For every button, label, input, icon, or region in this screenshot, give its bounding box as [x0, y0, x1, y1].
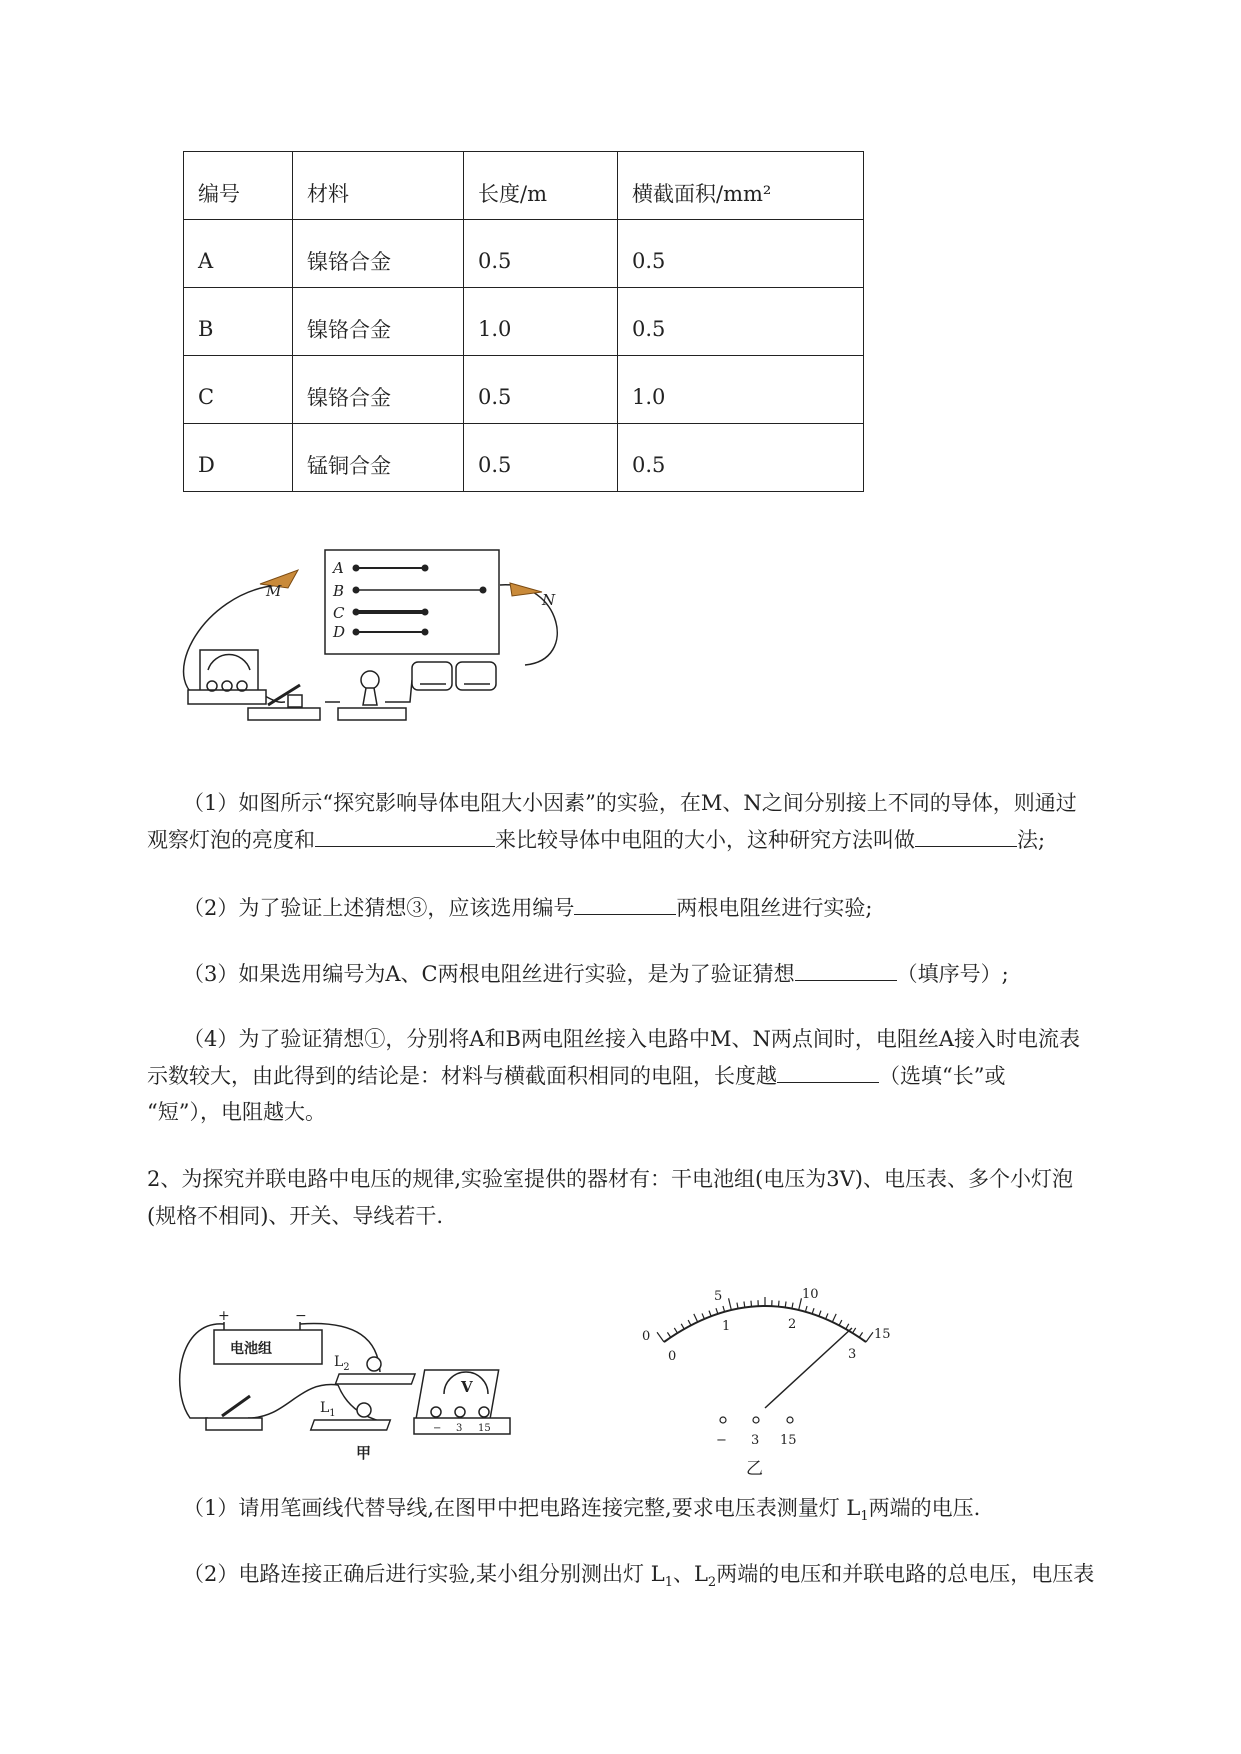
label-l1: $L_1$ — [320, 1400, 336, 1419]
answer-blank[interactable] — [574, 890, 676, 915]
voltmeter-dial-figure — [630, 1278, 910, 1478]
label-a: A — [333, 559, 344, 577]
minus-terminal: − — [295, 1308, 307, 1324]
cell-length: 1.0 — [464, 288, 618, 356]
q2-intro-line-2: (规格不相同)、开关、导线若干. — [147, 1204, 444, 1228]
dial-arc — [664, 1306, 866, 1342]
label-c: C — [333, 604, 345, 622]
cell-length: 0.5 — [464, 424, 618, 492]
terminal-15: 15 — [780, 1433, 797, 1448]
terminal-minus: − — [433, 1423, 442, 1434]
dial-tick — [812, 1308, 814, 1314]
label-b: B — [333, 582, 345, 600]
dial-tick — [688, 1320, 691, 1325]
answer-blank[interactable] — [795, 956, 897, 981]
plus-terminal: + — [218, 1308, 230, 1324]
q1-line-4: （3）如果选用编号为A、C两根电阻丝进行实验，是为了验证猜想 （填序号）; — [183, 956, 1163, 992]
dial-tick — [674, 1328, 677, 1333]
battery-cell — [412, 662, 452, 690]
cell-material: 锰铜合金 — [293, 424, 464, 492]
dial-tick — [751, 1301, 752, 1307]
q1-line-7: “短”），电阻越大。 — [147, 1100, 326, 1124]
parallel-circuit-figure — [178, 1300, 558, 1460]
table-row — [184, 220, 864, 288]
inner-tick-3: 3 — [848, 1347, 857, 1362]
dial-tick — [839, 1320, 842, 1325]
lamp-l1 — [311, 1420, 391, 1430]
cell-id: A — [184, 220, 293, 288]
dial-tick — [709, 1311, 711, 1317]
wire-board — [325, 550, 499, 654]
dial-tick — [859, 1332, 862, 1337]
inner-tick-2: 2 — [788, 1317, 797, 1332]
inner-tick-0: 0 — [668, 1349, 677, 1364]
terminal-15: 15 — [478, 1423, 491, 1434]
voltmeter — [416, 1370, 499, 1420]
dial-tick — [694, 1314, 698, 1322]
cell-area: 0.5 — [618, 288, 864, 356]
answer-blank[interactable] — [915, 822, 1017, 847]
dial-tick — [826, 1313, 828, 1319]
q1-line-3: （2）为了验证上述猜想③，应该选用编号 两根电阻丝进行实验; — [183, 890, 1163, 926]
label-n: N — [542, 591, 556, 609]
conductor-spec-table — [183, 151, 864, 492]
cell-id: B — [184, 288, 293, 356]
q1-line-6: 示数较大，由此得到的结论是：材料与横截面积相同的电阻，长度越 （选填“长”或 — [147, 1058, 1167, 1094]
dial-needle — [765, 1328, 852, 1408]
resistance-circuit-figure — [170, 540, 590, 750]
lamp — [338, 708, 406, 720]
dial-tick — [681, 1324, 684, 1329]
dial-tick — [805, 1306, 807, 1312]
dial-tick — [778, 1301, 779, 1307]
battery-label: 电池组 — [230, 1341, 272, 1357]
dial-tick — [667, 1332, 670, 1337]
dial-tick — [702, 1313, 704, 1319]
terminal-3: 3 — [456, 1423, 463, 1434]
voltmeter-letter: V — [461, 1378, 473, 1396]
answer-blank[interactable] — [315, 822, 495, 847]
lamp-l2 — [335, 1374, 415, 1384]
q2-sub-1: （1）请用笔画线代替导线,在图甲中把电路连接完整,要求电压表测量灯 $L_1$两端的电压. — [183, 1496, 981, 1525]
dial-tick — [657, 1332, 664, 1342]
inner-tick-1: 1 — [722, 1319, 731, 1334]
dial-ticks — [657, 1297, 873, 1342]
cell-area: 0.5 — [618, 424, 864, 492]
battery-cell — [456, 662, 496, 690]
dial-tick — [832, 1314, 836, 1322]
dial-tick — [729, 1298, 732, 1310]
table-row — [184, 288, 864, 356]
cell-area: 0.5 — [618, 220, 864, 288]
cell-material: 镍铬合金 — [293, 288, 464, 356]
table-row — [184, 424, 864, 492]
outer-tick-0: 0 — [642, 1329, 651, 1344]
outer-tick-5: 5 — [714, 1289, 723, 1304]
dial-tick — [819, 1311, 821, 1317]
cell-id: C — [184, 356, 293, 424]
cell-id: D — [184, 424, 293, 492]
dial-tick — [785, 1302, 786, 1308]
q1-line-1: （1）如图所示“探究影响导体电阻大小因素”的实验，在M、N之间分别接上不同的导体，则通过 — [183, 791, 1077, 815]
switch — [206, 1418, 262, 1430]
dial-tick — [792, 1303, 793, 1309]
header-length: 长度/m — [464, 152, 618, 220]
dial-tick — [737, 1303, 738, 1309]
dial-tick — [716, 1308, 718, 1314]
cell-length: 0.5 — [464, 220, 618, 288]
dial-tick — [723, 1306, 725, 1312]
label-l2: $L_2$ — [334, 1354, 350, 1373]
dial-tick — [846, 1324, 849, 1329]
dial-tick — [744, 1302, 745, 1308]
q2-sub-2: （2）电路连接正确后进行实验,某小组分别测出灯 $L_1$、$L_2$两端的电压和并联电路的总电压，电压表 — [183, 1562, 1095, 1591]
header-area: 横截面积/mm² — [618, 152, 864, 220]
dial-tick — [853, 1328, 856, 1333]
header-material: 材料 — [293, 152, 464, 220]
outer-tick-10: 10 — [802, 1287, 819, 1302]
cell-area: 1.0 — [618, 356, 864, 424]
table-header-row — [184, 152, 864, 220]
q1-line-2: 观察灯泡的亮度和 来比较导体中电阻的大小，这种研究方法叫做 法; — [147, 822, 1167, 858]
switch — [248, 708, 320, 720]
q2-intro-line-1: 2、为探究并联电路中电压的规律,实验室提供的器材有：干电池组(电压为3V)、电压表、多个小灯泡 — [147, 1167, 1073, 1191]
label-d: D — [333, 623, 346, 641]
terminal-3: 3 — [751, 1433, 760, 1448]
cell-material: 镍铬合金 — [293, 220, 464, 288]
outer-tick-15: 15 — [874, 1327, 891, 1342]
q1-line-5: （4）为了验证猜想①，分别将A和B两电阻丝接入电路中M、N两点间时，电阻丝A接入时电流表 — [183, 1027, 1080, 1051]
caption-yi: 乙 — [746, 1459, 763, 1478]
header-id: 编号 — [184, 152, 293, 220]
label-m: M — [266, 582, 282, 600]
dial-tick — [866, 1332, 873, 1342]
answer-blank[interactable] — [777, 1058, 879, 1083]
caption-jia: 甲 — [356, 1444, 372, 1460]
terminal-minus: − — [716, 1433, 727, 1448]
table-row — [184, 356, 864, 424]
cell-material: 镍铬合金 — [293, 356, 464, 424]
cell-length: 0.5 — [464, 356, 618, 424]
